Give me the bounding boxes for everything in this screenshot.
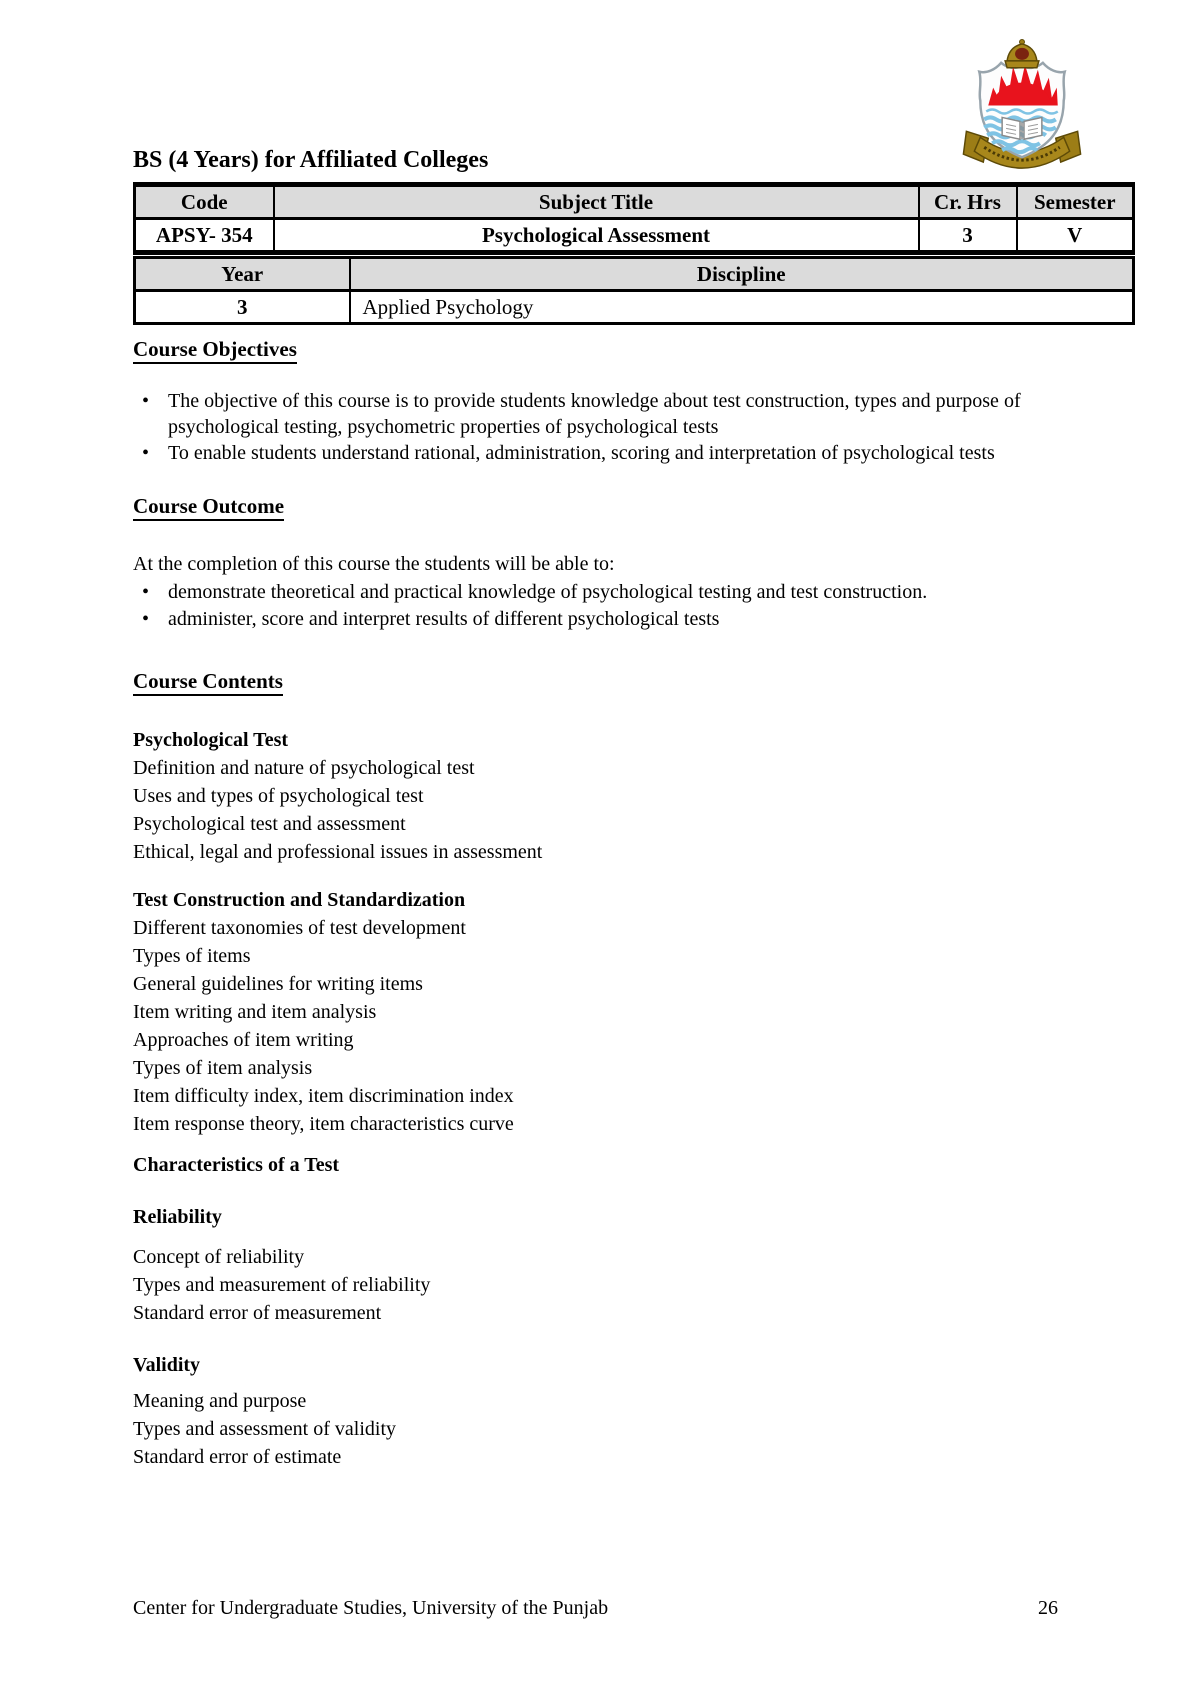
course-objectives-list	[133, 388, 1038, 466]
year-value-cell: 3	[135, 291, 350, 324]
discipline-value-cell: Applied Psychology	[350, 291, 1134, 324]
content-line: Item difficulty index, item discrimination index	[133, 1085, 514, 1107]
outcome-bullet: • administer, score and interpret results of different psychological tests	[133, 606, 1038, 633]
objective-bullet: • The objective of this course is to provide students knowledge about test construction, types and purpose of psychological testing, psychometric properties of psychological tests	[133, 388, 1038, 440]
year-header-row	[135, 258, 1134, 291]
semester-header-cell: Semester	[1017, 185, 1134, 219]
content-line: General guidelines for writing items	[133, 973, 423, 995]
objective-bullet: • To enable students understand rational, administration, scoring and interpretation of psychological tests	[133, 440, 1038, 466]
content-line: Types and assessment of validity	[133, 1418, 396, 1440]
year-value-row	[135, 291, 1134, 324]
section-title: Psychological Test	[133, 729, 289, 751]
content-section-reliability	[133, 1203, 1133, 1327]
course-code-cell: APSY- 354	[135, 219, 274, 253]
content-line: Concept of reliability	[133, 1246, 305, 1268]
outcome-bullet: • demonstrate theoretical and practical knowledge of psychological testing and test construction.	[133, 579, 1038, 606]
content-line: Types of item analysis	[133, 1057, 313, 1079]
section-title: Validity	[133, 1354, 201, 1376]
page-number: 26	[1038, 1597, 1058, 1619]
content-line: Approaches of item writing	[133, 1029, 354, 1051]
content-line: Uses and types of psychological test	[133, 785, 424, 807]
course-subject-cell: Psychological Assessment	[274, 219, 919, 253]
course-info-table	[133, 182, 1135, 255]
document-body	[133, 0, 1133, 1471]
content-line: Definition and nature of psychological test	[133, 757, 475, 779]
discipline-header-cell: Discipline	[350, 258, 1134, 291]
course-contents-heading: Course Contents	[133, 669, 283, 696]
year-discipline-table	[133, 256, 1135, 325]
course-outcome-heading: Course Outcome	[133, 494, 284, 521]
footer-text: Center for Undergraduate Studies, University of the Punjab	[133, 1597, 609, 1619]
outcome-intro: At the completion of this course the students will be able to:	[133, 553, 615, 575]
section-title: Reliability	[133, 1206, 222, 1228]
content-line: Psychological test and assessment	[133, 813, 406, 835]
content-line: Different taxonomies of test development	[133, 917, 466, 939]
content-line: Standard error of estimate	[133, 1446, 342, 1468]
content-section-validity	[133, 1351, 1133, 1471]
content-section-test-construction	[133, 886, 1133, 1138]
table-header-row	[135, 185, 1134, 219]
section-title: Test Construction and Standardization	[133, 889, 466, 911]
content-line: Ethical, legal and professional issues in assessment	[133, 841, 543, 863]
subject-title-header-cell: Subject Title	[274, 185, 919, 219]
content-line: Item writing and item analysis	[133, 1001, 377, 1023]
content-line: Meaning and purpose	[133, 1390, 307, 1412]
course-semester-cell: V	[1017, 219, 1134, 253]
content-line: Item response theory, item characteristics curve	[133, 1113, 514, 1135]
course-cr-hrs-cell: 3	[919, 219, 1017, 253]
content-line: Types of items	[133, 945, 251, 967]
content-line: Standard error of measurement	[133, 1302, 382, 1324]
content-section-psychological-test	[133, 726, 1133, 866]
course-objectives-heading: Course Objectives	[133, 337, 297, 364]
content-section-characteristics	[133, 1151, 1133, 1179]
section-title: Characteristics of a Test	[133, 1154, 340, 1176]
page-title: BS (4 Years) for Affiliated Colleges	[133, 147, 489, 173]
code-header-cell: Code	[135, 185, 274, 219]
course-value-row	[135, 219, 1134, 253]
course-outcome-list	[133, 579, 1038, 633]
year-header-cell: Year	[135, 258, 350, 291]
cr-hrs-header-cell: Cr. Hrs	[919, 185, 1017, 219]
page-footer	[133, 1595, 1058, 1621]
content-line: Types and measurement of reliability	[133, 1274, 431, 1296]
